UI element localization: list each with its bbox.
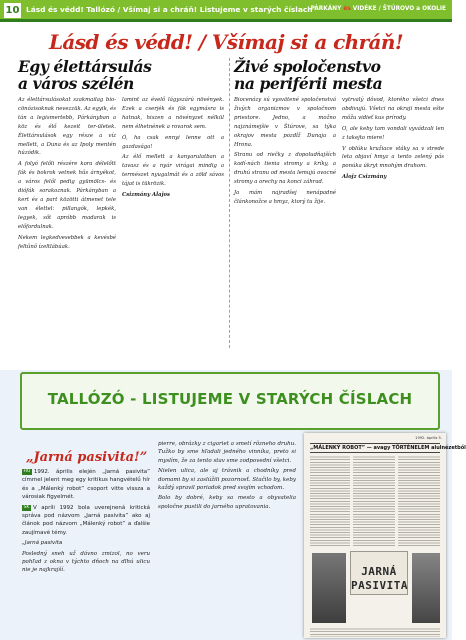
paragraph: vytrvalý dôvod, ktorého všetci dnes obdivujú. Všetci na okraji mesta ešte môžu vidieť kus prírody. — [342, 97, 444, 121]
paragraph: Nekem legkedvesebbek a kevésbé feltűnő ízeltlábúak. — [18, 234, 116, 250]
clipping-photo — [312, 553, 346, 623]
paragraph: lamint az évelő lágyszárú növények. Ezek a cserjék és fák egymásra is hatnak, hiszen a növényzet nélkül nem élhetnének a rovarok sem. — [122, 97, 224, 130]
page-number: 10 — [5, 5, 20, 16]
clipping-headline: „MÁLENKÝ ROBOT” — avagy TÖRTÉNELEM alulnézetből — [310, 445, 466, 451]
brand-connector: és — [343, 6, 351, 12]
archive-column-2 — [158, 440, 296, 636]
archive-column-1 — [22, 468, 150, 636]
article-hu-title-line1: Egy élettársulás — [18, 57, 152, 76]
running-head: Lásd és védd! Tallózó / Všímaj si a chráň! Listujeme v starých číslach — [26, 5, 313, 14]
brand-prefix: PÁRKÁNY — [310, 6, 342, 12]
language-tag-sk: SK — [23, 504, 30, 510]
clipping-text-block — [353, 455, 395, 547]
article-sk-author: Alojz Csizmány — [342, 174, 387, 181]
column-divider — [229, 58, 230, 348]
clipping-photo — [412, 553, 440, 623]
article-sk-title-line2: na periférii mesta — [234, 74, 383, 93]
paragraph: Biocenózy sú vysvätené spoločenstvá živých organizmov v spoločnom priestore. Jedno, a možno najznámejšie v Štúrove, sa týka okrajov mesta pozdĺž Dunaja a Hrona. — [234, 97, 336, 148]
article-hu-title — [18, 58, 218, 92]
archive-section-title: TALLÓZÓ - LISTUJEME V STARÝCH ČÍSLACH — [47, 390, 413, 408]
paragraph — [22, 504, 150, 538]
paragraph: Az élettársulásokat szakmailag bio-cönózisoknak nevezzük. Az egyik, és tán a legismertebb, Párkányban a köz és élő kezeit ter-ületek. Élettársulások egy része a víz mellett, a Duna és az Ipoly mentén húzódik. — [18, 97, 117, 157]
publication-brand — [311, 6, 446, 12]
paragraph: Ja mám najradšej nenápadné článkonožce a hmyz, ktorý tu žije. — [234, 190, 336, 205]
article-hu-title-line2: a város szélén — [18, 74, 134, 93]
article-hu-column-2 — [122, 96, 224, 346]
article-sk-title — [234, 58, 444, 92]
clipping-date: 1992. április 5. — [415, 436, 442, 440]
clipping-text-block — [310, 455, 350, 547]
paragraph — [22, 468, 150, 502]
paragraph: A folyó felőli részére kora délelőtt fák és bokrok vetnek hűs árnyékot, a város felől pedig gyümölcs- és diófák sorakoznak. Párkányban a kert és a part közötti átmenet tele van élettel: pillangók, lepkék, legyek, sőt apróbb madarak is előfordulnak. — [18, 161, 116, 230]
clipping-sign-text: JARNÁ PASIVITA — [351, 565, 408, 592]
paragraph: V oblúku kružiace vtáky sa v strede leta objaví hmyz a tento zelený pás ponúka úkryt mnohým druhom. — [342, 145, 444, 170]
paragraph: Nielen ulica, ale aj trávnik a chodníky pred domami by si zaslúžili pozornosť. Stačilo by, keby každý spravil poriadok pred svojím vchodom. — [158, 468, 296, 492]
article-hu-author: Csizmány Alajos — [122, 192, 171, 199]
paragraph-text: 1992. április elején „Jarná pasivita” címmel jelent meg egy kritikus hangvételű hír és a „Málenký robot” csoport vitte vissza a városiak figyelmét. — [22, 469, 150, 501]
clipping-text-block — [398, 455, 440, 547]
archive-section-header — [20, 372, 440, 430]
paragraph-text: V apríli 1992 bola uverejnená kritická správa pod názvom „Jarná pasivita” ako aj článok pod názvom „Málenký robot” a ďalšie zaujímavé témy. — [22, 504, 150, 536]
article-hu-column-1 — [18, 96, 116, 346]
language-tag-hu: HU — [23, 469, 31, 474]
paragraph: Ó, ha csak ennyi lenne ott a gazdasága! — [122, 134, 224, 150]
clipping-sign-photo — [350, 551, 408, 595]
paragraph: Stranu od riečky z dopoludňajších kodí-nách tienia stromy a kríky, a druhú stranu od mesta lemujú ovocné stromy a orechy na konci záhrad. — [234, 152, 336, 186]
paragraph: O, ale keby tam vondali vyvádzali len z takejto miere! — [342, 125, 444, 141]
article-sk-title-line1: Živé spoločenstvo — [234, 57, 381, 76]
newspaper-clipping — [304, 433, 466, 638]
article-sk-column-2 — [342, 96, 444, 346]
archive-article-title: „Jarná pasivita!” — [26, 450, 148, 465]
paragraph: pierre, obrázky z cigariet a smetí rôzneho druhu. Tužko by sme hľadali jedného vinníka, preto si myslím, že za tento stav sme zodpovední všetci. — [158, 441, 296, 464]
paragraph: „Jarná pasivita — [22, 540, 63, 547]
paragraph: Posledný sneh už dávno zmizol, no veru pohľad z okna v týchto dňoch na dlhú ulicu nie je najkrajší. — [22, 550, 150, 574]
paragraph: Az élő mellett a kanyarulatban a tavasz és a nyár virágai mindig a természet nyugalmát és a zöld sávos tájat is tükrözik. — [122, 154, 224, 188]
page-title: Lásd és védd! / Všímaj si a chráň! — [48, 30, 404, 54]
paragraph: Bolo by dobré, keby sa mesto a obyvatelia spoločne pustili do jarného upratovania. — [158, 495, 296, 510]
clipping-text-block — [310, 627, 440, 637]
brand-suffix: VIDÉKE / ŠTÚROVO a OKOLIE — [352, 6, 446, 12]
header-bar — [0, 0, 452, 22]
article-sk-column-1 — [234, 96, 336, 346]
